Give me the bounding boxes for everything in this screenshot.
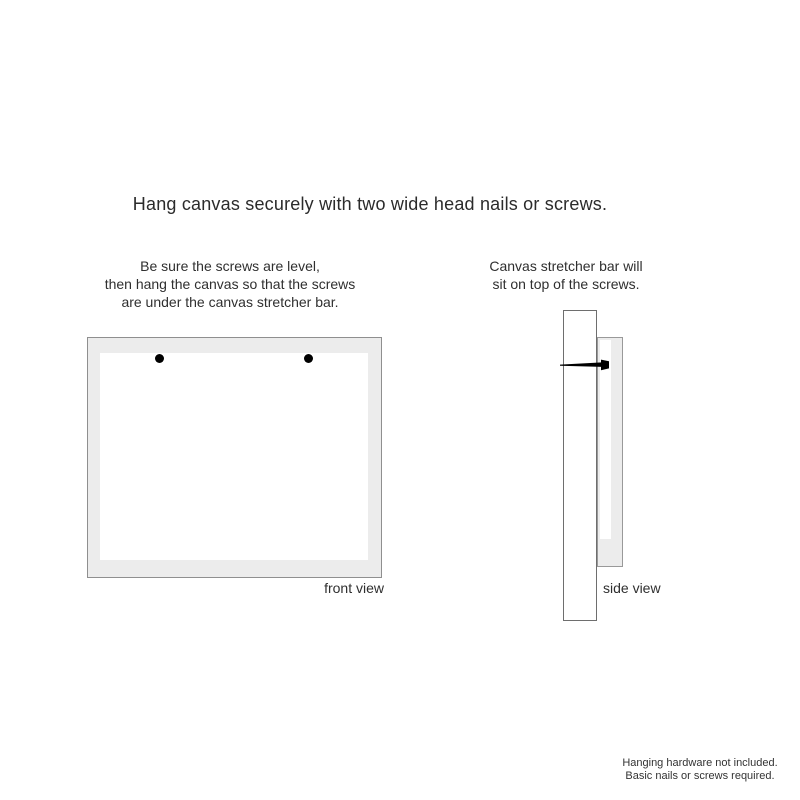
front-view-canvas bbox=[87, 337, 382, 578]
instruction-line: then hang the canvas so that the screws bbox=[104, 276, 356, 292]
hardware-note bbox=[598, 757, 800, 783]
hardware-note-line: Hanging hardware not included. bbox=[622, 757, 778, 769]
nail-icon bbox=[559, 357, 613, 373]
hardware-note-line: Basic nails or screws required. bbox=[625, 770, 775, 782]
instruction-line: Be sure the screws are level, bbox=[140, 258, 320, 274]
instruction-line: are under the canvas stretcher bar. bbox=[121, 294, 339, 310]
screw-dot-right-icon bbox=[304, 354, 313, 363]
page-title: Hang canvas securely with two wide head nails or screws. bbox=[132, 194, 608, 214]
side-view-label: side view bbox=[603, 580, 661, 596]
side-view-instructions bbox=[416, 257, 716, 293]
instruction-line: Canvas stretcher bar will bbox=[489, 258, 643, 274]
front-view-canvas-inner bbox=[100, 353, 368, 560]
instruction-line: sit on top of the screws. bbox=[492, 276, 640, 292]
front-view-instructions bbox=[50, 257, 410, 311]
front-view-label: front view bbox=[324, 580, 384, 596]
screw-dot-left-icon bbox=[155, 354, 164, 363]
